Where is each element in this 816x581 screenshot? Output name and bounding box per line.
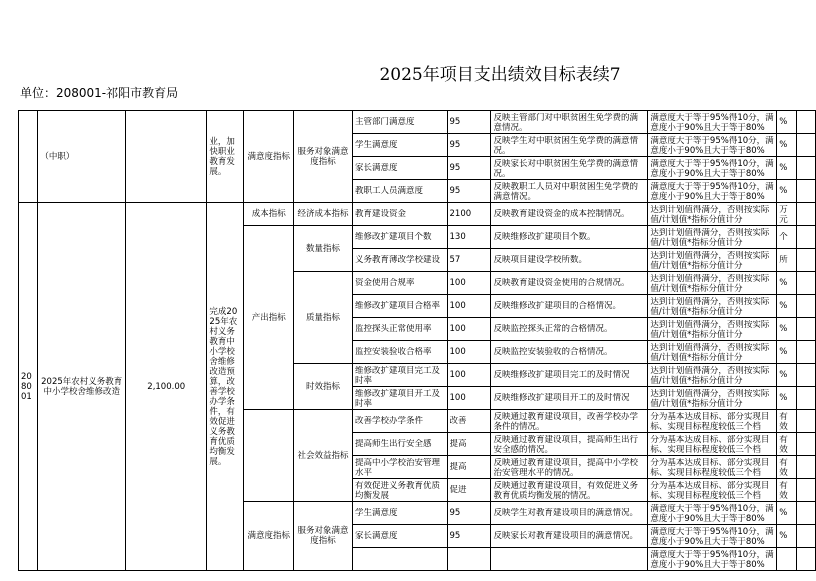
- extra-cell: [796, 318, 815, 341]
- indicator-standard-text: 达到计划值得满分，否则按实际值/计划值*指标分值计分: [650, 296, 770, 316]
- project-amount: [126, 203, 207, 571]
- indicator-name: [352, 134, 447, 157]
- level1-indicator: [244, 111, 294, 203]
- project-amount-text: 2,100.00: [147, 381, 186, 392]
- indicator-desc-text: 反映通过教育建设项目，提高中小学校治安管理水平的情况。: [493, 457, 638, 477]
- level2-indicator-text: 质量指标: [305, 312, 340, 323]
- indicator-desc-text: 反映项目建设学校所数。: [493, 255, 587, 265]
- indicator-standard: [648, 226, 777, 249]
- indicator-desc: [491, 364, 648, 387]
- indicator-value: [447, 318, 491, 341]
- indicator-standard-text: 满意度大于等于95%得10分，满意度小于90%且大于等于80%: [650, 135, 774, 155]
- indicator-name-text: 资金使用合规率: [354, 278, 415, 288]
- indicator-value: [447, 341, 491, 364]
- extra-cell: [796, 525, 815, 548]
- indicator-value: [447, 410, 491, 433]
- indicator-desc: [491, 111, 648, 134]
- level1-indicator: [244, 410, 294, 502]
- indicator-unit: [777, 364, 797, 387]
- indicator-value-text: 2100: [449, 209, 472, 219]
- indicator-unit-text: 有效: [779, 480, 788, 500]
- indicator-name: [352, 111, 447, 134]
- indicator-standard-text: 满意度大于等于95%得10分，满意度小于90%且大于等于80%: [650, 526, 774, 546]
- indicator-value-text: 95: [449, 186, 461, 196]
- extra-cell: [796, 410, 815, 433]
- indicator-name-text: 教育建设资金: [354, 209, 406, 219]
- indicator-desc: [491, 134, 648, 157]
- indicator-value: [447, 157, 491, 180]
- project-content-text: 业，加快职业教育发展。: [209, 136, 235, 177]
- indicator-name: [352, 295, 447, 318]
- indicator-standard: [648, 157, 777, 180]
- extra-cell: [796, 111, 815, 134]
- indicator-desc: [491, 157, 648, 180]
- page-title: 2025年项目支出绩效目标表续7: [379, 65, 621, 85]
- indicator-name-text: 教职工人员满意度: [354, 186, 423, 196]
- indicator-desc: [491, 226, 648, 249]
- extra-cell: [796, 134, 815, 157]
- indicator-unit-text: %: [779, 393, 788, 403]
- table-row: [19, 111, 816, 134]
- extra-cell: [796, 456, 815, 479]
- indicator-unit-text: %: [779, 301, 788, 311]
- indicator-name: [352, 226, 447, 249]
- indicator-unit-text: %: [779, 163, 788, 173]
- indicator-name-text: 改善学校办学条件: [354, 416, 423, 426]
- extra-cell: [796, 157, 815, 180]
- indicator-standard-text: 分为基本达成目标、部分实现目标、实现目标程度较低三个档: [650, 411, 770, 431]
- indicator-standard: [648, 433, 777, 456]
- extra-cell: [796, 203, 815, 226]
- indicator-desc-text: 反映家长对教育建设项目的满意情况。: [493, 531, 638, 541]
- indicator-value: [447, 295, 491, 318]
- indicator-desc-text: 反映维修改扩建项目的合格情况。: [493, 301, 621, 311]
- indicator-standard: [648, 272, 777, 295]
- indicator-standard: [648, 180, 777, 203]
- indicator-standard-text: 分为基本达成目标、部分实现目标、实现目标程度较低三个档: [650, 480, 770, 500]
- indicator-name: [352, 525, 447, 548]
- indicator-value: [447, 134, 491, 157]
- indicator-desc-text: 反映维修改扩建项目开工的及时情况: [493, 393, 630, 403]
- indicator-name-text: 维修改扩建项目开工及时率: [354, 388, 440, 408]
- indicator-desc: [491, 456, 648, 479]
- indicator-standard-text: 分为基本达成目标、部分实现目标、实现目标程度较低三个档: [650, 457, 770, 477]
- indicator-value-text: 130: [449, 232, 466, 242]
- indicator-value-text: 100: [449, 278, 466, 288]
- indicator-unit: [777, 456, 797, 479]
- indicator-value: [447, 272, 491, 295]
- project-name-text: 2025年农村义务教育中小学校舍维修改造: [41, 376, 123, 397]
- indicator-value-text: 95: [449, 163, 461, 173]
- indicator-value-text: 提高: [449, 462, 467, 472]
- indicator-name-text: 主管部门满意度: [354, 117, 415, 127]
- project-name: [38, 203, 126, 571]
- indicator-desc-text: 反映教职工人员对中职贫困生免学费的满意情况。: [493, 181, 638, 201]
- indicator-standard: [648, 249, 777, 272]
- indicator-unit: [777, 433, 797, 456]
- indicator-standard-text: 满意度大于等于95%得10分，满意度小于90%且大于等于80%: [650, 181, 774, 201]
- indicator-name: [352, 387, 447, 410]
- indicator-value-text: 100: [449, 324, 466, 334]
- indicator-standard-text: 满意度大于等于95%得10分，满意度小于90%且大于等于80%: [650, 503, 774, 523]
- indicator-name-text: 有效促进义务教育优质均衡发展: [354, 480, 440, 500]
- indicator-name-text: 义务教育薄改学校建设: [354, 255, 440, 265]
- level2-indicator: [293, 410, 352, 502]
- indicator-name-text: 家长满意度: [354, 163, 398, 173]
- indicator-name-text: 维修改扩建项目个数: [354, 232, 432, 242]
- indicator-unit: [777, 548, 797, 571]
- indicator-unit: [777, 387, 797, 410]
- indicator-name-text: 学生满意度: [354, 508, 398, 518]
- indicator-unit-text: 所: [779, 255, 788, 265]
- indicator-value-text: 促进: [449, 485, 467, 495]
- level1-indicator: [244, 203, 294, 226]
- extra-cell: [796, 387, 815, 410]
- indicator-unit-text: %: [779, 347, 788, 357]
- indicator-value: [447, 502, 491, 525]
- level2-indicator-text: 数量指标: [305, 243, 340, 254]
- indicator-standard: [648, 502, 777, 525]
- level2-indicator: [293, 272, 352, 364]
- indicator-desc: [491, 180, 648, 203]
- indicator-standard-text: 达到计划值得满分，否则按实际值/计划值*指标分值计分: [650, 227, 770, 247]
- indicator-name: [352, 364, 447, 387]
- level2-indicator-text: 服务对象满意度指标: [297, 526, 349, 546]
- indicator-unit: [777, 295, 797, 318]
- indicator-name-text: 维修改扩建项目完工及时率: [354, 365, 440, 385]
- indicator-value: [447, 479, 491, 502]
- indicator-value: [447, 203, 491, 226]
- indicator-standard: [648, 548, 777, 571]
- indicator-value: [447, 111, 491, 134]
- indicator-value-text: 95: [449, 531, 461, 541]
- indicator-desc-text: 反映教育建设资金的成本控制情况。: [493, 209, 630, 219]
- indicator-name-text: 家长满意度: [354, 531, 398, 541]
- indicator-desc-text: 反映通过教育建设项目，改善学校办学条件的情况。: [493, 411, 638, 431]
- indicator-standard-text: 分为基本达成目标、部分实现目标、实现目标程度较低三个档: [650, 434, 770, 454]
- project-content-text: 完成2025年农村义务教育中小学校舍维修改造预算，改善学校办学条件，有效促进义务教育优质均衡发展。: [209, 306, 238, 467]
- indicator-desc-text: 反映维修改扩建项目完工的及时情况: [493, 370, 630, 380]
- indicator-name-text: 维修改扩建项目合格率: [354, 301, 440, 311]
- indicator-value: [447, 433, 491, 456]
- indicator-value-text: 提高: [449, 439, 467, 449]
- indicator-unit: [777, 157, 797, 180]
- level2-indicator: [293, 502, 352, 571]
- indicator-standard: [648, 318, 777, 341]
- indicator-name: [352, 456, 447, 479]
- indicator-unit-text: %: [779, 508, 788, 518]
- indicator-name: [352, 272, 447, 295]
- extra-cell: [796, 295, 815, 318]
- indicator-unit: [777, 525, 797, 548]
- indicator-value: [447, 456, 491, 479]
- indicator-name: [352, 157, 447, 180]
- indicator-desc-text: 反映通过教育建设项目，提高师生出行安全感的情况。: [493, 434, 638, 454]
- indicator-unit-text: %: [779, 140, 788, 150]
- indicator-unit-text: %: [779, 278, 788, 288]
- indicator-name: [352, 249, 447, 272]
- indicator-value-text: 改善: [449, 416, 467, 426]
- indicator-value: [447, 249, 491, 272]
- extra-cell: [796, 249, 815, 272]
- indicator-name: [352, 180, 447, 203]
- indicator-unit: [777, 318, 797, 341]
- indicator-value-text: 100: [449, 393, 466, 403]
- indicator-standard: [648, 203, 777, 226]
- project-content: [207, 111, 244, 203]
- indicator-unit: [777, 479, 797, 502]
- indicator-unit-text: %: [779, 186, 788, 196]
- indicator-desc: [491, 433, 648, 456]
- indicator-value-text: 95: [449, 508, 461, 518]
- level1-indicator: [244, 502, 294, 571]
- indicator-standard-text: 达到计划值得满分，否则按实际值/计划值*指标分值计分: [650, 388, 770, 408]
- indicator-standard: [648, 364, 777, 387]
- indicator-standard-text: 达到计划值得满分，否则按实际值/计划值*指标分值计分: [650, 319, 770, 339]
- indicator-name: [352, 410, 447, 433]
- extra-cell: [796, 433, 815, 456]
- indicator-unit: [777, 180, 797, 203]
- extra-cell: [796, 502, 815, 525]
- indicator-name: [352, 203, 447, 226]
- indicator-name-text: 监控探头正常使用率: [354, 324, 432, 334]
- indicator-desc-text: 反映学生对教育建设项目的满意情况。: [493, 508, 638, 518]
- indicator-standard-text: 满意度大于等于95%得10分，满意度小于90%且大于等于80%: [650, 549, 774, 569]
- indicator-name: [352, 433, 447, 456]
- level2-indicator: [293, 226, 352, 272]
- indicator-value: [447, 364, 491, 387]
- indicator-unit: [777, 226, 797, 249]
- extra-cell: [796, 548, 815, 571]
- indicator-unit: [777, 410, 797, 433]
- indicator-desc: [491, 203, 648, 226]
- level2-indicator: [293, 364, 352, 410]
- project-code: [19, 203, 38, 571]
- level2-indicator: [293, 111, 352, 203]
- indicator-desc-text: 反映通过教育建设项目，有效促进义务教育优质均衡发展的情况。: [493, 480, 638, 500]
- indicator-value: [447, 226, 491, 249]
- indicator-value: [447, 525, 491, 548]
- indicator-desc: [491, 341, 648, 364]
- indicator-standard-text: 达到计划值得满分，否则按实际值/计划值*指标分值计分: [650, 204, 770, 224]
- performance-table: [18, 110, 816, 571]
- indicator-value-text: 57: [449, 255, 461, 265]
- indicator-unit: [777, 341, 797, 364]
- indicator-desc: [491, 318, 648, 341]
- indicator-name: [352, 502, 447, 525]
- level2-indicator-text: 时效指标: [305, 381, 340, 392]
- level1-indicator-text: 满意度指标: [247, 151, 290, 162]
- indicator-standard: [648, 134, 777, 157]
- extra-cell: [796, 226, 815, 249]
- indicator-unit-text: %: [779, 117, 788, 127]
- indicator-unit: [777, 249, 797, 272]
- indicator-unit-text: %: [779, 324, 788, 334]
- indicator-unit: [777, 272, 797, 295]
- indicator-desc: [491, 502, 648, 525]
- indicator-name-text: 学生满意度: [354, 140, 398, 150]
- indicator-name-text: 提高中小学校治安管理水平: [354, 457, 440, 477]
- indicator-value-text: 100: [449, 370, 466, 380]
- extra-cell: [796, 180, 815, 203]
- extra-cell: [796, 479, 815, 502]
- indicator-standard: [648, 479, 777, 502]
- indicator-desc: [491, 479, 648, 502]
- indicator-desc-text: 反映主管部门对中职贫困生免学费的满意情况。: [493, 112, 638, 132]
- indicator-standard-text: 满意度大于等于95%得10分，满意度小于90%且大于等于80%: [650, 158, 774, 178]
- indicator-desc-text: 反映学生对中职贫困生免学费的满意情况。: [493, 135, 638, 155]
- indicator-unit-text: 有效: [779, 434, 788, 454]
- indicator-value-text: 100: [449, 301, 466, 311]
- indicator-desc: [491, 410, 648, 433]
- indicator-name: [352, 341, 447, 364]
- indicator-unit-text: 有效: [779, 457, 788, 477]
- project-code-text: 208001: [21, 371, 32, 402]
- indicator-desc: [491, 525, 648, 548]
- indicator-unit: [777, 111, 797, 134]
- indicator-standard: [648, 387, 777, 410]
- level1-indicator-text: 满意度指标: [247, 531, 290, 541]
- indicator-name-text: 监控安装验收合格率: [354, 347, 432, 357]
- project-name-text: （中职）: [40, 151, 75, 162]
- indicator-desc: [491, 387, 648, 410]
- indicator-unit-text: 个: [779, 232, 788, 242]
- indicator-unit: [777, 134, 797, 157]
- project-code: [19, 111, 38, 203]
- indicator-standard-text: 达到计划值得满分，否则按实际值/计划值*指标分值计分: [650, 365, 770, 385]
- indicator-standard: [648, 111, 777, 134]
- indicator-name-text: 提高师生出行安全感: [354, 439, 432, 449]
- indicator-value: [447, 387, 491, 410]
- level2-indicator-text: 社会效益指标: [297, 450, 349, 461]
- table-row: [19, 203, 816, 226]
- indicator-value-text: 95: [449, 117, 461, 127]
- project-content: [207, 203, 244, 571]
- indicator-desc: [491, 548, 648, 571]
- indicator-value-text: 95: [449, 140, 461, 150]
- indicator-standard: [648, 525, 777, 548]
- indicator-standard: [648, 456, 777, 479]
- indicator-desc-text: 反映监控安装验收的合格情况。: [493, 347, 613, 357]
- indicator-value-text: 100: [449, 347, 466, 357]
- indicator-unit-text: %: [779, 370, 788, 380]
- level1-indicator-text: 成本指标: [251, 209, 286, 219]
- indicator-desc: [491, 249, 648, 272]
- level2-indicator: [293, 203, 352, 226]
- indicator-desc-text: 反映家长对中职贫困生免学费的满意情况。: [493, 158, 638, 178]
- indicator-desc: [491, 295, 648, 318]
- level1-indicator-text: 产出指标: [251, 312, 286, 323]
- extra-cell: [796, 341, 815, 364]
- level1-indicator: [244, 226, 294, 410]
- extra-cell: [796, 364, 815, 387]
- indicator-unit-text: 万元: [779, 204, 788, 224]
- indicator-standard: [648, 410, 777, 433]
- indicator-desc-text: 反映教育建设资金使用的合规情况。: [493, 278, 630, 288]
- indicator-name: [352, 318, 447, 341]
- unit-label: 单位：208001-祁阳市教育局: [20, 86, 179, 100]
- indicator-standard-text: 达到计划值得满分，否则按实际值/计划值*指标分值计分: [650, 342, 770, 362]
- indicator-name: [352, 548, 447, 571]
- indicator-standard-text: 达到计划值得满分，否则按实际值/计划值*指标分值计分: [650, 273, 770, 293]
- extra-cell: [796, 272, 815, 295]
- indicator-desc-text: 反映维修改扩建项目个数。: [493, 232, 596, 242]
- indicator-unit: [777, 203, 797, 226]
- indicator-unit-text: %: [779, 531, 788, 541]
- level2-indicator-text: 服务对象满意度指标: [297, 146, 349, 167]
- indicator-standard: [648, 341, 777, 364]
- indicator-name: [352, 479, 447, 502]
- indicator-unit: [777, 502, 797, 525]
- indicator-unit-text: 有效: [779, 411, 788, 431]
- project-name: [38, 111, 126, 203]
- indicator-standard-text: 达到计划值得满分，否则按实际值/计划值*指标分值计分: [650, 250, 770, 270]
- indicator-value: [447, 548, 491, 571]
- indicator-standard: [648, 295, 777, 318]
- indicator-value: [447, 180, 491, 203]
- indicator-desc-text: 反映监控探头正常的合格情况。: [493, 324, 613, 334]
- indicator-desc: [491, 272, 648, 295]
- level2-indicator-text: 经济成本指标: [297, 209, 349, 219]
- indicator-standard-text: 满意度大于等于95%得10分，满意度小于90%且大于等于80%: [650, 112, 774, 132]
- project-amount: [126, 111, 207, 203]
